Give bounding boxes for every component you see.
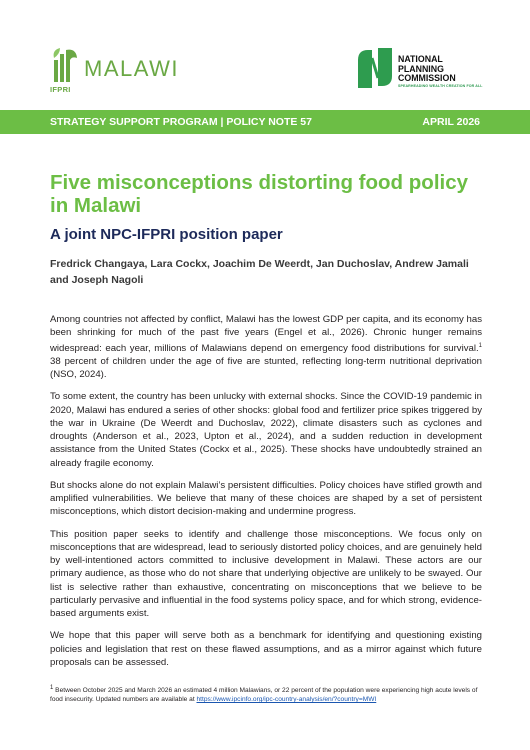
footnote-number: 1	[50, 685, 54, 691]
npc-logo-title: NATIONAL PLANNING COMMISSION	[398, 54, 456, 83]
ifpri-leaf-icon	[50, 46, 80, 84]
paragraph-3: But shocks alone do not explain Malawi’s persistent difficulties. Policy choices have stifled growth and amplified vulnerabilities. We believe that many of these choices are shaped by a set of persistent misconceptions, which distort decision-making and undermine progress.	[50, 479, 482, 518]
page-subtitle: A joint NPC-IFPRI position paper	[50, 226, 283, 243]
npc-logo	[356, 48, 496, 92]
footnote	[50, 684, 490, 704]
npc-logo-tagline: SPEARHEADING WEALTH CREATION FOR ALL	[398, 84, 483, 88]
series-band	[0, 110, 530, 134]
ifpri-malawi-logo	[50, 46, 180, 96]
npc-emblem-icon	[356, 48, 394, 88]
footnote-ref-1[interactable]: 1	[478, 342, 482, 349]
ifpri-logo-sub: IFPRI	[50, 85, 71, 94]
paragraph-2: To some extent, the country has been unlucky with external shocks. Since the COVID-19 pandemic in 2020, Malawi has endured a series of other shocks: global food and fertilizer price spikes triggered by the war in Ukraine (De Weerdt and Duchoslav, 2022), climate disasters such as cyclones and droughts (Anderson et al., 2023, Upton et al., 2024), and a sudden reduction in development assistance from the United States (Cockx et al., 2025). These shocks have undoubtedly strained an already fragile economy.	[50, 391, 482, 469]
paragraph-4: This position paper seeks to identify and challenge those misconceptions. We focus only on misconceptions that are widespread, lead to seriously distorted policy choices, and are genuinely held by well-intentioned actors committed to inclusive development in Malawi. These actors are our primary audience, as those who do not share that underlying objective are unlikely to be swayed. Our list is selective rather than exhaustive, concentrating on misconceptions that we believe to be particularly pervasive and influential in the food systems policy space, and for which strong, evidence-based arguments exist.	[50, 528, 482, 620]
author-list: Fredrick Changaya, Lara Cockx, Joachim De Weerdt, Jan Duchoslav, Andrew Jamali and Joseph Nagoli	[50, 258, 469, 286]
paragraph-1	[50, 313, 482, 381]
ifpri-logo-word: MALAWI	[84, 56, 179, 81]
paragraph-1-text-after: 38 percent of children under the age of five are stunted, reflecting long-term nutritional deprivation (NSO, 2024).	[50, 355, 482, 381]
footnote-link[interactable]: https://www.ipcinfo.org/ipc-country-analysis/en/?country=MWI	[196, 696, 377, 704]
page-title: Five misconceptions distorting food policy in Malawi	[50, 171, 469, 217]
body-text	[50, 313, 482, 678]
publication-date: APRIL 2026	[422, 115, 480, 128]
page-header	[0, 0, 530, 110]
series-label: STRATEGY SUPPORT PROGRAM | POLICY NOTE 57	[50, 115, 312, 128]
paragraph-1-text: Among countries not affected by conflict, Malawi has the lowest GDP per capita, and its economy has been shrinking for much of the past five years (Engel et al., 2026). Chronic hunger remains widespread: each year, millions of Malawians depend on emergency food distributions for survival.	[50, 314, 482, 354]
footnote-text: Between October 2025 and March 2026 an estimated 4 million Malawians, or 22 percent of the population were experiencing high acute levels of food insecurity. Updated numbers are available at	[50, 687, 478, 704]
paragraph-5: We hope that this paper will serve both as a benchmark for identifying and questioning existing policies and legislation that rest on these flawed assumptions, and as a mirror against which future proposals can be assessed.	[50, 630, 482, 668]
